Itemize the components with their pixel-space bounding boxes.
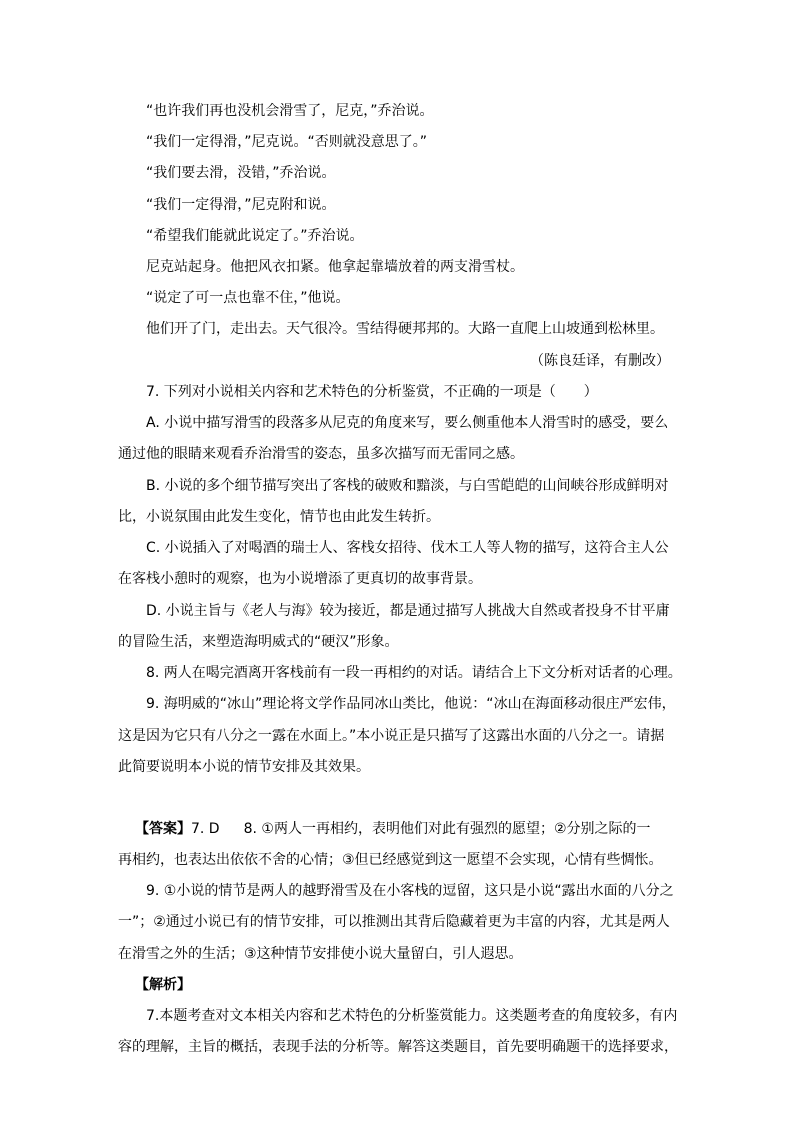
question-7-option-d: D. 小说主旨与《老人与海》较为接近，都是通过描写人挑战大自然或者投身不甘平庸	[146, 603, 670, 619]
translator-attribution: （陈良廷译，有删改）	[530, 353, 670, 369]
question-9-line: 9. 海明威的“冰山”理论将文学作品同冰山类比，他说：“冰山在海面移动很庄严宏伟，	[146, 696, 676, 712]
passage-line: “希望我们能就此说定了。”乔治说。	[146, 228, 364, 244]
analysis-line: 容的理解，主旨的概括，表现手法的分析等。解答这类题目，首先要明确题干的选择要求，	[118, 1039, 678, 1055]
passage-line: “说定了可一点也靠不住，”他说。	[146, 290, 350, 306]
answer-label: 【答案】	[135, 821, 191, 837]
answer-q9-line: 9. ①小说的情节是两人的越野滑雪及在小客栈的逗留，这只是小说“露出水面的八分之	[146, 883, 674, 899]
answer-q8-line: 8. ①两人一再相约，表明他们对此有强烈的愿望；②分别之际的一	[243, 821, 651, 837]
question-7-option-a-cont: 通过他的眼睛来观看乔治滑雪的姿态，虽多次描写而无雷同之感。	[118, 446, 524, 462]
question-9-line: 此简要说明本小说的情节安排及其效果。	[118, 759, 370, 775]
question-7-stem: 7. 下列对小说相关内容和艺术特色的分析鉴赏，不正确的一项是（ ）	[146, 384, 598, 400]
passage-line: “我们要去滑，没错，”乔治说。	[146, 165, 336, 181]
passage-line: “我们一定得滑，”尼克附和说。	[146, 197, 336, 213]
question-7-option-d-cont: 的冒险生活，来塑造海明威式的“硬汉”形象。	[118, 634, 399, 650]
passage-line: 尼克站起身。他把风衣扣紧。他拿起靠墙放着的两支滑雪杖。	[146, 259, 524, 275]
question-7-option-b: B. 小说的多个细节描写突出了客栈的破败和黯淡，与白雪皑皑的山间峡谷形成鲜明对	[146, 478, 669, 494]
answer-row	[135, 819, 651, 839]
passage-line: “我们一定得滑，”尼克说。“否则就没意思了。”	[146, 134, 428, 150]
answer-q7: 7. D	[191, 821, 220, 837]
answer-q9-line: 在滑雪之外的生活；③这种情节安排使小说大量留白，引人遐思。	[118, 946, 523, 962]
answer-q8-line: 再相约，也表达出依依不舍的心情；③但已经感觉到这一愿望不会实现，心情有些惆怅。	[118, 852, 663, 868]
answer-q9-line: 一”；②通过小说已有的情节安排，可以推测出其背后隐藏着更为丰富的内容，尤其是两人	[118, 914, 670, 930]
passage-line: 他们开了门，走出去。天气很冷。雪结得硬邦邦的。大路一直爬上山坡通到松林里。	[146, 321, 664, 337]
analysis-line: 7.本题考查对文本相关内容和艺术特色的分析鉴赏能力。这类题考查的角度较多，有内	[146, 1008, 678, 1024]
question-8: 8. 两人在喝完酒离开客栈前有一段一再相约的对话。请结合上下文分析对话者的心理。	[146, 665, 682, 681]
question-7-option-c: C. 小说插入了对喝酒的瑞士人、客栈女招待、伐木工人等人物的描写，这符合主人公	[146, 540, 669, 556]
question-7-option-a: A. 小说中描写滑雪的段落多从尼克的角度来写，要么侧重他本人滑雪时的感受，要么	[146, 415, 669, 431]
question-7-option-c-cont: 在客栈小憩时的观察，也为小说增添了更真切的故事背景。	[118, 571, 482, 587]
question-7-option-b-cont: 比，小说氛围由此发生变化，情节也由此发生转折。	[118, 509, 440, 525]
question-9-line: 这是因为它只有八分之一露在水面上。”本小说正是只描写了这露出水面的八分之一。请据	[118, 728, 665, 744]
analysis-label: 【解析】	[135, 977, 191, 993]
passage-line: “也许我们再也没机会滑雪了，尼克，”乔治说。	[146, 103, 434, 119]
